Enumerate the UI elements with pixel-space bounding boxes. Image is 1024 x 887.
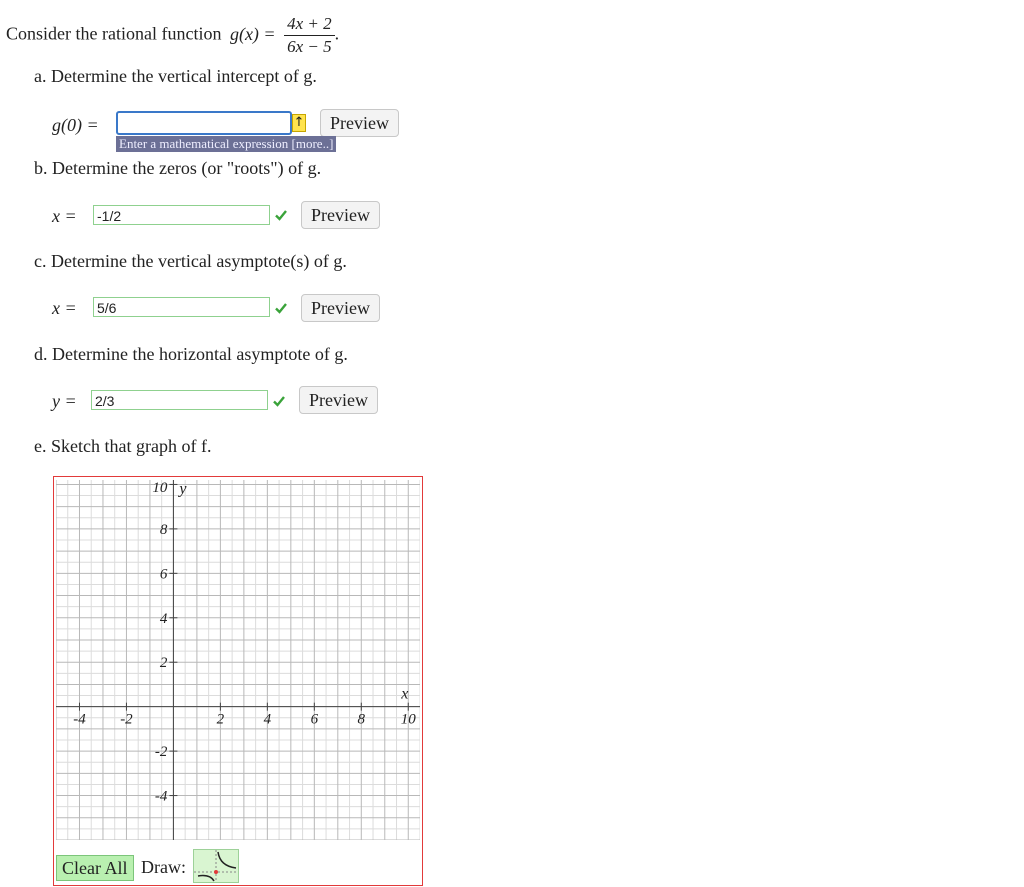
answer-b-lhs: x = [52,206,77,226]
question-e: e. Sketch that graph of f. [34,436,212,456]
function-denominator: 6x − 5 [287,37,332,56]
rational-draw-tool-icon[interactable] [193,849,239,883]
correct-check-icon [274,301,288,315]
intro-period: . [334,23,340,44]
answer-d-input[interactable]: 2/3 [91,390,268,410]
clear-all-button[interactable]: Clear All [56,855,134,881]
x-axis-label: x [401,685,409,703]
y-tick-label: 8 [159,521,168,538]
input-hint[interactable]: Enter a mathematical expression [more..] [116,136,336,152]
preview-b-button[interactable]: Preview [301,201,380,229]
x-tick-label: 8 [357,711,366,728]
question-d: d. Determine the horizontal asymptote of g. [34,344,348,364]
function-fraction [284,14,335,57]
x-tick-label: -2 [120,711,133,728]
graph-canvas[interactable] [56,480,420,840]
answer-d-lhs: y = [52,391,77,411]
preview-a-button[interactable]: Preview [320,109,399,137]
problem-statement [6,14,340,56]
rational-curve-icon [194,850,238,882]
answer-c-lhs: x = [52,298,77,318]
x-tick-label: 2 [216,711,225,728]
preview-d-button[interactable]: Preview [299,386,378,414]
draw-label: Draw: [141,857,186,877]
answer-a-input[interactable] [116,111,292,135]
y-tick-label: 4 [159,610,168,627]
x-tick-label: 4 [263,711,272,728]
x-tick-label: 6 [310,711,319,728]
question-b: b. Determine the zeros (or "roots") of g. [34,158,322,178]
question-a: a. Determine the vertical intercept of g. [34,66,317,86]
answer-c-input[interactable]: 5/6 [93,297,270,317]
y-tick-label: 2 [159,655,168,672]
answer-a-lhs: g(0) = [52,115,99,135]
y-tick-label: -4 [154,788,168,805]
intro-text: Consider the rational function [6,23,222,44]
y-tick-label: -2 [154,744,168,761]
y-tick-label: 10 [152,480,168,496]
correct-check-icon [274,208,288,222]
question-c: c. Determine the vertical asymptote(s) of g. [34,251,347,271]
warning-arrow-icon: ↑ [293,115,305,130]
function-lhs: g(x) = [229,23,276,44]
y-tick-label: 6 [159,566,168,583]
function-numerator: 4x + 2 [284,14,335,36]
preview-c-button[interactable]: Preview [301,294,380,322]
answer-b-input[interactable]: -1/2 [93,205,270,225]
correct-check-icon [272,394,286,408]
y-axis-label: y [179,480,187,498]
x-tick-label: -4 [73,711,86,728]
x-tick-label: 10 [400,711,416,728]
